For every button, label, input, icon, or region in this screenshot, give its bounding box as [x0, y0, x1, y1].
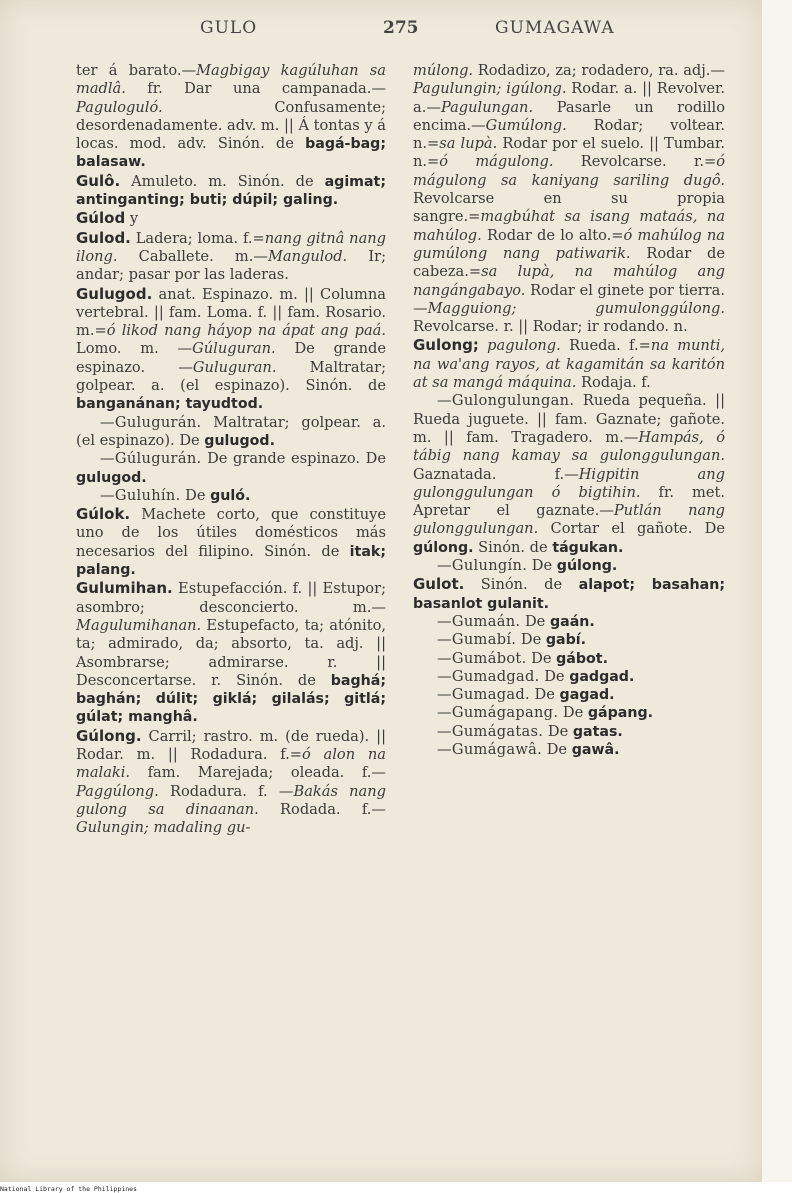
entry-text: Pagulungan.	[440, 98, 534, 116]
entry-text: —Paguloguló.	[76, 80, 386, 116]
dictionary-entry	[76, 487, 386, 505]
entry-synonym: alapot; basahan; basanlot gulanit.	[413, 577, 725, 612]
entry-synonym: gábot.	[556, 650, 608, 667]
dictionary-entry	[76, 229, 386, 285]
entry-text: —Gumábot.	[437, 649, 527, 667]
entry-text: —Gumadgad.	[437, 667, 540, 685]
entry-text: Rodadizo, za; rodadero, ra. adj.—	[473, 62, 725, 79]
entry-text: fr. met. Apretar el gaznate.—	[413, 483, 725, 520]
entry-text: pagulong.	[487, 337, 561, 355]
entry-text	[479, 337, 487, 354]
dictionary-entry	[413, 575, 725, 613]
entry-text: ó mágulong.	[439, 153, 554, 171]
dictionary-entry	[76, 727, 386, 838]
dictionary-entry	[76, 172, 386, 210]
entry-synonym: agimat; antinganting; buti; dúpil; galing.	[76, 173, 386, 209]
entry-text: Rodar. a. || Revolver. a.—	[413, 80, 725, 116]
entry-text: —Gumagad.	[437, 686, 530, 704]
dictionary-entry	[413, 650, 725, 668]
entry-text: Rodar de lo alto.=	[481, 226, 624, 244]
entry-text: Maltratar; golpear. a. (el espinazo). Sinón. de	[76, 358, 386, 395]
dictionary-entry	[413, 392, 725, 557]
dictionary-entry	[413, 668, 725, 686]
entry-synonym: gápang.	[587, 705, 653, 722]
entry-text: Caballete. m.—	[117, 247, 268, 265]
entry-text: Revolcarse en su propia sangre.=	[413, 190, 725, 226]
entry-text: De	[526, 649, 557, 667]
entry-text: múlong.	[413, 62, 474, 79]
entry-headword: Gulot.	[413, 575, 465, 594]
dictionary-entry	[413, 613, 725, 631]
entry-text: sa lupà.	[439, 135, 498, 153]
entry-text: Mangulod.	[267, 247, 348, 265]
dictionary-entry	[413, 631, 725, 649]
entry-text: Estupefacto, ta; atónito, ta; admirado, da; absorto, ta. adj. || Asombrarse; admirarse. r. || Desconcertarse. r. Sinón. de	[76, 616, 386, 689]
entry-synonym: gagad.	[559, 687, 615, 704]
entry-text: De	[529, 686, 560, 704]
entry-text: Hampás, ó tábig nang kamay sa gulonggulungan.	[413, 428, 725, 465]
entry-text: y	[125, 210, 139, 228]
entry-text: Sinón. de	[464, 576, 579, 594]
entry-text: Higpitin ang gulonggulungan ó bigtihin.	[413, 465, 725, 501]
entry-text: Gumúlong.	[485, 116, 567, 134]
entry-text: Estupefacción. f. || Estupor; asombro; desconcierto. m.—	[76, 580, 386, 616]
entry-text: Ladera; loma. f.=	[130, 229, 265, 247]
entry-synonym: gabí.	[545, 632, 587, 649]
entry-synonym: banganánan; tayudtod.	[76, 396, 264, 413]
entry-text: De	[527, 557, 557, 575]
entry-text: —Gumaán.	[437, 612, 521, 630]
entry-text: De	[542, 740, 572, 758]
entry-text: Confusamente; desordenadamente. adv. m. || Á tontas y á locas. mod. adv. Sinón. de	[76, 98, 386, 153]
entry-text: —Gulongulungan.	[437, 392, 575, 410]
page-margin	[762, 0, 792, 1182]
dictionary-entry	[413, 704, 725, 722]
entry-text: De	[558, 704, 588, 722]
entry-text: Pasarle un rodillo encima.—	[413, 98, 725, 134]
entry-text: Ir; andar; pasar por las laderas.	[76, 247, 386, 284]
dictionary-entry	[76, 285, 386, 414]
dictionary-entry	[76, 62, 386, 172]
dictionary-entry	[413, 686, 725, 704]
entry-text: na munti, na wa'ang rayos, at kagamitán sa karitón at sa mangá máquina.	[413, 337, 726, 392]
entry-text: Putlán nang gulonggulungan.	[413, 502, 725, 538]
entry-synonym: gulugod.	[76, 469, 147, 486]
entry-synonym: gulugod.	[204, 432, 275, 449]
entry-synonym: gadgad.	[569, 668, 635, 685]
entry-headword: Gulugod.	[76, 284, 153, 303]
entry-text: De	[516, 631, 546, 649]
entry-text: Rodar; voltear. n.=	[413, 116, 725, 153]
entry-text: Lomo. m. —	[76, 340, 193, 358]
entry-text: ó mahúlog na gumúlong nang patiwarik.	[413, 226, 725, 262]
entry-text: Magguiong; gumulonggúlong.	[427, 299, 725, 317]
entry-text: Carril; rastro. m. (de rueda). || Rodar. m. || Rodadura. f.=	[76, 727, 386, 763]
entry-synonym: itak; palang.	[76, 543, 386, 579]
entry-text: Machete corto, que constituye uno de los útiles domésticos más necesarios del filipino. Sinón. de	[76, 506, 386, 560]
entry-synonym: gatas.	[572, 723, 623, 740]
entry-text: De	[543, 722, 573, 740]
dictionary-entry	[413, 557, 725, 575]
entry-text: Pagulungin; igúlong.	[413, 80, 567, 98]
dictionary-entry	[413, 62, 725, 336]
dictionary-entry	[76, 414, 386, 451]
footer-credit: National Library of the Philippines	[0, 1185, 137, 1193]
dictionary-entry	[413, 723, 725, 741]
entry-text: Maltratar; golpear. a. (el espinazo). De	[76, 413, 386, 449]
entry-headword: Gúlod	[76, 209, 126, 228]
entry-text: Paggúlong.	[76, 782, 159, 800]
entry-synonym: gúlong.	[556, 558, 618, 575]
entry-text: fam. Marejada; oleada. f.—	[130, 764, 386, 782]
entry-text: fr. Dar una campanada.	[125, 80, 372, 98]
entry-text: —Gúlugurán.	[100, 450, 202, 468]
entry-text: Guluguran.	[192, 358, 277, 376]
entry-headword: Gúlong.	[76, 726, 142, 745]
entry-synonym: guló.	[210, 487, 251, 504]
entry-text: Sinón. de	[473, 538, 553, 556]
entry-synonym: bagá-bag; balasaw.	[76, 136, 386, 171]
right-column	[413, 62, 725, 759]
entry-synonym: gawâ.	[571, 741, 620, 758]
entry-text: ó mágulong sa kaniyang sariling dugô.	[413, 153, 725, 189]
dictionary-entry	[76, 450, 386, 487]
left-column	[76, 62, 386, 837]
entry-text: —Gulungín.	[437, 557, 528, 575]
entry-synonym: gúlong.	[413, 539, 474, 556]
entry-text: Revolcarse. r. || Rodar; ir rodando. n.	[413, 318, 688, 336]
entry-headword: Gulumihan.	[76, 579, 173, 598]
entry-text: De grande espinazo. —	[76, 340, 386, 376]
entry-text: Rodaja. f.	[576, 374, 651, 392]
entry-text: Bakás nang gulong sa dinaanan.	[76, 782, 386, 818]
entry-text: Cortar el gañote. De	[538, 520, 725, 538]
entry-text: De	[520, 612, 550, 630]
entry-text: Rueda. f.=	[560, 337, 651, 355]
entry-synonym: tágukan.	[552, 539, 624, 556]
entry-synonym: gaán.	[549, 613, 595, 630]
entry-text: magbúhat sa isang mataás, na mahúlog.	[413, 208, 725, 244]
entry-text: Rodar el ginete por tierra.—	[413, 281, 725, 317]
entry-text: —Guluhín.	[100, 486, 181, 504]
entry-text: Rodada. f.—	[258, 800, 386, 818]
entry-text: ó likod nang háyop na ápat ang paá.	[106, 322, 386, 340]
entry-text: —Magbigay kagúluhan sa madlâ.	[76, 62, 386, 98]
entry-text: Rodadura. f. —	[158, 782, 294, 800]
running-head-right: GUMAGAWA	[495, 18, 615, 38]
entry-text: Gaznatada. f.—	[413, 465, 579, 483]
entry-text: Gulungin; madaling gu-	[76, 819, 251, 837]
entry-text: Rueda pequeña. || Rueda juguete. || fam. Gaznate; gañote. m. || fam. Tragadero. m.—	[413, 392, 725, 446]
entry-text: ter á barato.	[76, 62, 182, 79]
entry-text: sa lupà, na mahúlog ang nangángabayo.	[413, 263, 725, 299]
entry-text: Gúluguran.	[192, 340, 276, 358]
entry-text: —Gumágawâ.	[437, 740, 543, 758]
entry-text: —Gumabí.	[437, 631, 517, 649]
entry-text: ó alon na malaki.	[76, 745, 386, 782]
entry-text: anat. Espinazo. m. || Columna vertebral. || fam. Loma. f. || fam. Rosario. m.=	[76, 285, 386, 340]
entry-headword: Gulô.	[76, 171, 121, 190]
dictionary-entry	[413, 741, 725, 759]
entry-text: De	[180, 486, 211, 504]
running-head-left: GULO	[200, 18, 258, 38]
entry-text: Rodar por el suelo. || Tumbar. n.=	[413, 135, 726, 171]
entry-text: Revolcarse. r.=	[553, 153, 717, 171]
entry-text: De grande espinazo. De	[201, 450, 386, 468]
entry-synonym: baghá; baghán; dúlit; giklá; gilalás; gitlá; gúlat; manghâ.	[76, 672, 386, 726]
entry-text: Rodar de cabeza.=	[413, 244, 725, 281]
entry-text: —Gulugurán.	[100, 413, 202, 431]
entry-text: —Gumágatas.	[437, 722, 544, 740]
dictionary-entry	[76, 579, 386, 726]
entry-text: nang gitnâ nang ilong.	[76, 229, 387, 265]
entry-text: Magulumihanan.	[76, 616, 202, 634]
entry-text: Amuleto. m. Sinón. de	[120, 172, 325, 190]
dictionary-entry	[76, 209, 386, 228]
dictionary-entry	[413, 336, 725, 392]
entry-headword: Gúlok.	[76, 505, 131, 524]
dictionary-entry	[76, 505, 386, 579]
entry-text: —Gumágapang.	[437, 704, 559, 722]
entry-headword: Gulod.	[76, 228, 131, 247]
entry-headword: Gulong;	[413, 336, 479, 355]
entry-text: De	[539, 667, 570, 685]
page-number: 275	[383, 18, 419, 38]
